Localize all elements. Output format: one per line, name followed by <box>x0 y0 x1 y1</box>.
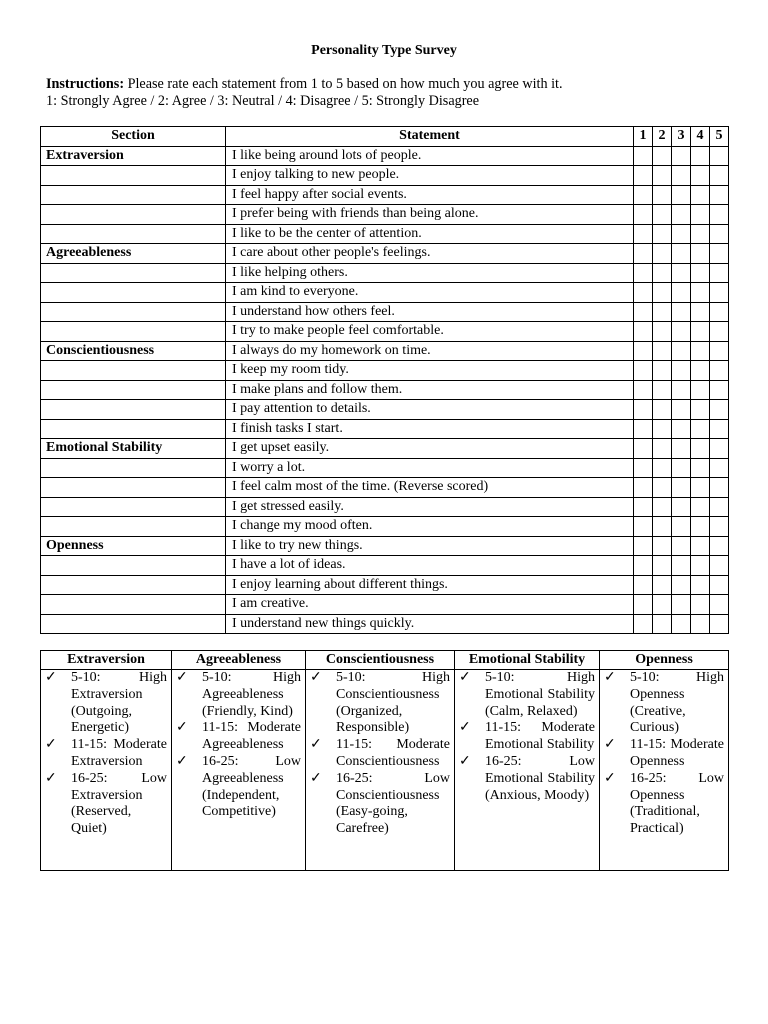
criterion-item <box>45 670 167 737</box>
rating-3-cell[interactable] <box>672 497 691 517</box>
statement-cell: I worry a lot. <box>226 458 634 478</box>
rating-1-cell[interactable] <box>634 322 653 342</box>
rating-2-cell[interactable] <box>653 205 672 225</box>
rating-2-cell[interactable] <box>653 517 672 537</box>
rating-1-cell[interactable] <box>634 478 653 498</box>
check-icon: ✓ <box>176 753 188 769</box>
rating-1-cell[interactable] <box>634 556 653 576</box>
rating-scale-legend: 1: Strongly Agree / 2: Agree / 3: Neutral / 4: Disagree / 5: Strongly Disagree <box>46 93 480 109</box>
check-icon: ✓ <box>310 737 322 753</box>
criterion-text: 16-25: Low Emotional Stability (Anxious, Moody) <box>485 753 595 803</box>
instructions-label: Instructions: <box>46 76 125 92</box>
scoring-criteria-cell <box>306 670 455 871</box>
rating-4-cell[interactable] <box>691 400 710 420</box>
statement-cell: I understand how others feel. <box>226 302 634 322</box>
rating-2-header: 2 <box>653 127 672 147</box>
rating-5-header: 5 <box>710 127 729 147</box>
rating-3-cell[interactable] <box>672 322 691 342</box>
statement-cell: I like being around lots of people. <box>226 146 634 166</box>
survey-row <box>41 146 729 166</box>
check-icon: ✓ <box>45 770 57 786</box>
criterion-text: 16-25: Low Conscientiousness (Easy-going, Carefree) <box>336 770 450 837</box>
section-column-header: Section <box>41 127 226 147</box>
rating-1-cell[interactable] <box>634 497 653 517</box>
rating-2-cell[interactable] <box>653 595 672 615</box>
rating-3-cell[interactable] <box>672 536 691 556</box>
rating-1-cell[interactable] <box>634 361 653 381</box>
section-cell <box>41 283 226 303</box>
rating-4-cell[interactable] <box>691 497 710 517</box>
rating-5-cell[interactable] <box>710 497 729 517</box>
rating-5-cell[interactable] <box>710 595 729 615</box>
survey-row <box>41 380 729 400</box>
rating-2-cell[interactable] <box>653 497 672 517</box>
rating-5-cell[interactable] <box>710 185 729 205</box>
scoring-table <box>40 650 729 871</box>
survey-row <box>41 185 729 205</box>
rating-1-cell[interactable] <box>634 244 653 264</box>
rating-4-cell[interactable] <box>691 302 710 322</box>
rating-2-cell[interactable] <box>653 419 672 439</box>
section-cell: Agreeableness <box>41 244 226 264</box>
survey-row <box>41 536 729 556</box>
survey-row <box>41 497 729 517</box>
rating-5-cell[interactable] <box>710 224 729 244</box>
rating-4-header: 4 <box>691 127 710 147</box>
section-cell <box>41 497 226 517</box>
rating-3-cell[interactable] <box>672 361 691 381</box>
rating-3-cell[interactable] <box>672 556 691 576</box>
rating-4-cell[interactable] <box>691 517 710 537</box>
rating-5-cell[interactable] <box>710 536 729 556</box>
scoring-criteria-cell <box>41 670 172 871</box>
rating-3-cell[interactable] <box>672 614 691 634</box>
rating-2-cell[interactable] <box>653 400 672 420</box>
rating-5-cell[interactable] <box>710 400 729 420</box>
check-icon: ✓ <box>45 670 57 685</box>
criterion-text: 5-10: High Agreeableness (Friendly, Kind) <box>202 670 301 719</box>
criterion-item <box>604 771 724 838</box>
statement-cell: I change my mood often. <box>226 517 634 537</box>
scoring-column-header: Agreeableness <box>172 651 306 670</box>
rating-2-cell[interactable] <box>653 185 672 205</box>
section-cell <box>41 380 226 400</box>
survey-row <box>41 166 729 186</box>
statement-cell: I make plans and follow them. <box>226 380 634 400</box>
rating-1-cell[interactable] <box>634 575 653 595</box>
rating-1-cell[interactable] <box>634 380 653 400</box>
statement-cell: I enjoy learning about different things. <box>226 575 634 595</box>
rating-5-cell[interactable] <box>710 517 729 537</box>
rating-3-cell[interactable] <box>672 439 691 459</box>
section-cell <box>41 517 226 537</box>
section-cell <box>41 614 226 634</box>
criterion-item <box>459 720 595 754</box>
rating-4-cell[interactable] <box>691 556 710 576</box>
rating-2-cell[interactable] <box>653 341 672 361</box>
check-icon: ✓ <box>459 720 471 736</box>
rating-5-cell[interactable] <box>710 205 729 225</box>
rating-4-cell[interactable] <box>691 478 710 498</box>
rating-1-cell[interactable] <box>634 614 653 634</box>
rating-5-cell[interactable] <box>710 556 729 576</box>
statement-cell: I pay attention to details. <box>226 400 634 420</box>
scoring-column-header: Extraversion <box>41 651 172 670</box>
rating-4-cell[interactable] <box>691 361 710 381</box>
survey-table <box>40 126 729 634</box>
rating-2-cell[interactable] <box>653 166 672 186</box>
scoring-criteria-cell <box>172 670 306 871</box>
rating-4-cell[interactable] <box>691 341 710 361</box>
rating-5-cell[interactable] <box>710 146 729 166</box>
statement-cell: I feel calm most of the time. (Reverse scored) <box>226 478 634 498</box>
rating-4-cell[interactable] <box>691 380 710 400</box>
section-cell <box>41 556 226 576</box>
instructions-line <box>46 76 563 93</box>
rating-3-cell[interactable] <box>672 595 691 615</box>
survey-row <box>41 302 729 322</box>
rating-4-cell[interactable] <box>691 263 710 283</box>
criterion-text: 11-15: Moderate Openness <box>630 737 724 769</box>
rating-1-cell[interactable] <box>634 263 653 283</box>
check-icon: ✓ <box>176 670 188 685</box>
statement-cell: I enjoy talking to new people. <box>226 166 634 186</box>
statement-cell: I prefer being with friends than being alone. <box>226 205 634 225</box>
rating-5-cell[interactable] <box>710 419 729 439</box>
criterion-item <box>45 737 167 771</box>
statement-column-header: Statement <box>226 127 634 147</box>
criterion-text: 11-15: Moderate Agreeableness <box>202 720 301 753</box>
survey-row <box>41 595 729 615</box>
survey-row <box>41 341 729 361</box>
rating-1-cell[interactable] <box>634 439 653 459</box>
page-title: Personality Type Survey <box>311 43 457 58</box>
check-icon: ✓ <box>176 720 188 736</box>
criterion-item <box>310 737 450 771</box>
rating-4-cell[interactable] <box>691 283 710 303</box>
section-cell <box>41 478 226 498</box>
section-cell <box>41 595 226 615</box>
criterion-item <box>310 771 450 838</box>
criterion-text: 11-15: Moderate Extraversion <box>71 737 167 769</box>
check-icon: ✓ <box>459 670 471 685</box>
scoring-header-row <box>41 651 729 670</box>
rating-3-cell[interactable] <box>672 575 691 595</box>
rating-4-cell[interactable] <box>691 322 710 342</box>
rating-5-cell[interactable] <box>710 263 729 283</box>
rating-2-cell[interactable] <box>653 224 672 244</box>
statement-cell: I feel happy after social events. <box>226 185 634 205</box>
section-cell: Emotional Stability <box>41 439 226 459</box>
rating-5-cell[interactable] <box>710 614 729 634</box>
rating-3-cell[interactable] <box>672 244 691 264</box>
criterion-item <box>176 754 301 821</box>
rating-1-cell[interactable] <box>634 341 653 361</box>
section-cell <box>41 322 226 342</box>
rating-5-cell[interactable] <box>710 575 729 595</box>
rating-3-cell[interactable] <box>672 224 691 244</box>
rating-2-cell[interactable] <box>653 244 672 264</box>
criterion-item <box>176 720 301 754</box>
criterion-text: 11-15: Moderate Emotional Stability <box>485 720 595 753</box>
section-cell <box>41 205 226 225</box>
statement-cell: I get stressed easily. <box>226 497 634 517</box>
rating-4-cell[interactable] <box>691 185 710 205</box>
section-cell: Extraversion <box>41 146 226 166</box>
survey-row <box>41 575 729 595</box>
survey-row <box>41 439 729 459</box>
survey-row <box>41 283 729 303</box>
check-icon: ✓ <box>310 770 322 786</box>
rating-4-cell[interactable] <box>691 575 710 595</box>
check-icon: ✓ <box>45 737 57 753</box>
rating-3-header: 3 <box>672 127 691 147</box>
rating-3-cell[interactable] <box>672 205 691 225</box>
rating-5-cell[interactable] <box>710 322 729 342</box>
rating-1-cell[interactable] <box>634 400 653 420</box>
rating-5-cell[interactable] <box>710 302 729 322</box>
statement-cell: I am creative. <box>226 595 634 615</box>
rating-2-cell[interactable] <box>653 575 672 595</box>
section-cell <box>41 302 226 322</box>
rating-3-cell[interactable] <box>672 458 691 478</box>
criterion-item <box>604 737 724 771</box>
survey-row <box>41 419 729 439</box>
check-icon: ✓ <box>604 770 616 786</box>
criterion-item <box>604 670 724 737</box>
survey-row <box>41 458 729 478</box>
statement-cell: I get upset easily. <box>226 439 634 459</box>
rating-1-cell[interactable] <box>634 283 653 303</box>
rating-4-cell[interactable] <box>691 244 710 264</box>
rating-2-cell[interactable] <box>653 263 672 283</box>
criterion-text: 11-15: Moderate Conscientiousness <box>336 737 450 769</box>
rating-1-cell[interactable] <box>634 458 653 478</box>
criterion-text: 5-10: High Extraversion (Outgoing, Energetic) <box>71 670 167 736</box>
survey-row <box>41 205 729 225</box>
statement-cell: I care about other people's feelings. <box>226 244 634 264</box>
check-icon: ✓ <box>604 670 616 685</box>
rating-5-cell[interactable] <box>710 283 729 303</box>
rating-4-cell[interactable] <box>691 458 710 478</box>
criterion-item <box>459 754 595 804</box>
section-cell <box>41 263 226 283</box>
rating-5-cell[interactable] <box>710 439 729 459</box>
rating-1-header: 1 <box>634 127 653 147</box>
rating-3-cell[interactable] <box>672 517 691 537</box>
scoring-column-header: Openness <box>600 651 729 670</box>
criterion-item <box>45 771 167 838</box>
statement-cell: I like helping others. <box>226 263 634 283</box>
rating-1-cell[interactable] <box>634 224 653 244</box>
rating-2-cell[interactable] <box>653 380 672 400</box>
rating-2-cell[interactable] <box>653 458 672 478</box>
check-icon: ✓ <box>310 670 322 685</box>
section-cell <box>41 166 226 186</box>
rating-1-cell[interactable] <box>634 185 653 205</box>
survey-row <box>41 322 729 342</box>
rating-4-cell[interactable] <box>691 595 710 615</box>
rating-3-cell[interactable] <box>672 478 691 498</box>
section-cell: Openness <box>41 536 226 556</box>
instructions-block <box>46 76 563 110</box>
survey-header-row <box>41 127 729 147</box>
rating-5-cell[interactable] <box>710 458 729 478</box>
section-cell <box>41 224 226 244</box>
rating-2-cell[interactable] <box>653 556 672 576</box>
rating-1-cell[interactable] <box>634 302 653 322</box>
rating-3-cell[interactable] <box>672 283 691 303</box>
criterion-item <box>459 670 595 720</box>
criterion-item <box>310 670 450 737</box>
section-cell <box>41 458 226 478</box>
rating-5-cell[interactable] <box>710 478 729 498</box>
rating-1-cell[interactable] <box>634 536 653 556</box>
rating-4-cell[interactable] <box>691 224 710 244</box>
rating-3-cell[interactable] <box>672 185 691 205</box>
rating-5-cell[interactable] <box>710 166 729 186</box>
instructions-text: Please rate each statement from 1 to 5 based on how much you agree with it. <box>124 76 563 92</box>
rating-3-cell[interactable] <box>672 146 691 166</box>
rating-1-cell[interactable] <box>634 166 653 186</box>
survey-row <box>41 614 729 634</box>
statement-cell: I like to be the center of attention. <box>226 224 634 244</box>
rating-1-cell[interactable] <box>634 517 653 537</box>
rating-3-cell[interactable] <box>672 263 691 283</box>
statement-cell: I understand new things quickly. <box>226 614 634 634</box>
rating-4-cell[interactable] <box>691 419 710 439</box>
statement-cell: I like to try new things. <box>226 536 634 556</box>
criterion-text: 16-25: Low Agreeableness (Independent, Competitive) <box>202 753 301 820</box>
scoring-body-row <box>41 670 729 871</box>
scoring-criteria-cell <box>455 670 600 871</box>
survey-row <box>41 478 729 498</box>
survey-body <box>41 146 729 634</box>
rating-5-cell[interactable] <box>710 361 729 381</box>
statement-cell: I try to make people feel comfortable. <box>226 322 634 342</box>
rating-4-cell[interactable] <box>691 614 710 634</box>
survey-row <box>41 244 729 264</box>
rating-4-cell[interactable] <box>691 439 710 459</box>
rating-2-cell[interactable] <box>653 478 672 498</box>
section-cell <box>41 361 226 381</box>
rating-2-cell[interactable] <box>653 439 672 459</box>
check-icon: ✓ <box>459 753 471 769</box>
rating-4-cell[interactable] <box>691 205 710 225</box>
rating-1-cell[interactable] <box>634 146 653 166</box>
statement-cell: I finish tasks I start. <box>226 419 634 439</box>
criterion-text: 16-25: Low Extraversion (Reserved, Quiet) <box>71 770 167 837</box>
rating-2-cell[interactable] <box>653 536 672 556</box>
criterion-text: 5-10: High Openness (Creative, Curious) <box>630 670 724 736</box>
survey-row <box>41 263 729 283</box>
rating-4-cell[interactable] <box>691 166 710 186</box>
rating-3-cell[interactable] <box>672 302 691 322</box>
scoring-column-header: Emotional Stability <box>455 651 600 670</box>
rating-2-cell[interactable] <box>653 302 672 322</box>
criterion-item <box>176 670 301 720</box>
statement-cell: I am kind to everyone. <box>226 283 634 303</box>
scoring-column-header: Conscientiousness <box>306 651 455 670</box>
criterion-text: 5-10: High Emotional Stability (Calm, Relaxed) <box>485 670 595 719</box>
survey-row <box>41 361 729 381</box>
statement-cell: I always do my homework on time. <box>226 341 634 361</box>
survey-row <box>41 224 729 244</box>
rating-2-cell[interactable] <box>653 361 672 381</box>
rating-1-cell[interactable] <box>634 419 653 439</box>
rating-1-cell[interactable] <box>634 595 653 615</box>
rating-3-cell[interactable] <box>672 419 691 439</box>
rating-3-cell[interactable] <box>672 341 691 361</box>
rating-3-cell[interactable] <box>672 400 691 420</box>
criterion-text: 5-10: High Conscientiousness (Organized, Responsible) <box>336 670 450 736</box>
rating-2-cell[interactable] <box>653 614 672 634</box>
section-cell <box>41 575 226 595</box>
statement-cell: I have a lot of ideas. <box>226 556 634 576</box>
rating-5-cell[interactable] <box>710 341 729 361</box>
section-cell <box>41 419 226 439</box>
rating-4-cell[interactable] <box>691 146 710 166</box>
survey-row <box>41 517 729 537</box>
check-icon: ✓ <box>604 737 616 753</box>
rating-5-cell[interactable] <box>710 380 729 400</box>
rating-3-cell[interactable] <box>672 380 691 400</box>
rating-3-cell[interactable] <box>672 166 691 186</box>
section-cell: Conscientiousness <box>41 341 226 361</box>
section-cell <box>41 185 226 205</box>
rating-2-cell[interactable] <box>653 322 672 342</box>
scoring-criteria-cell <box>600 670 729 871</box>
statement-cell: I keep my room tidy. <box>226 361 634 381</box>
rating-4-cell[interactable] <box>691 536 710 556</box>
rating-2-cell[interactable] <box>653 146 672 166</box>
rating-5-cell[interactable] <box>710 244 729 264</box>
criterion-text: 16-25: Low Openness (Traditional, Practical) <box>630 770 724 837</box>
rating-2-cell[interactable] <box>653 283 672 303</box>
survey-row <box>41 400 729 420</box>
survey-row <box>41 556 729 576</box>
section-cell <box>41 400 226 420</box>
rating-1-cell[interactable] <box>634 205 653 225</box>
